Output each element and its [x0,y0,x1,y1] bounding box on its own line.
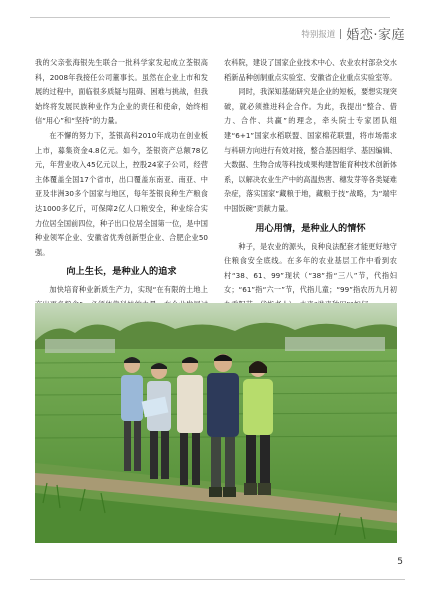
left-column [35,56,208,327]
paragraph: 加快培育种业新质生产力，实现“在有限的土地上 [49,285,208,295]
footer-rule [30,579,405,580]
paragraph: 在不懈的努力下，荃银高科2010年成功在创业板上市，募集资金4.8亿元。如今，荃银资产总额78亿元，年营业收入45亿元以上，控股24家子公司，经营主体覆盖全国17个省市，出口覆盖东南亚、南亚、中亚及非洲30多个国家与地区，每年荃银良种生产粮食达1000多亿斤，可保障2亿人口粮安全，种业综合实力位居全国前四位，种子出口位居全国第一位，是中国种业领军企业、安徽省优秀创新型企业、合肥企业50强。 [35,130,208,257]
page-number: 5 [397,557,403,567]
field-illustration [35,303,397,543]
page-header [301,24,405,43]
section-label: 特别报道 [301,29,336,40]
paragraph: 同时，我深知基础研究是企业的短板，要想实现突破，就必须推进科企合作。为此，我提出“整合、借力、合作、共赢”的理念，牵头院士专家团队组建“6+1”国家水稻联盟、国家棉花联盟，将市场需求与科研方向进行有效对接，整合基因组学、基因编辑、大数据、生物合成等科技成果构建智能育种技术创新体系，以解决农业生产中的高温热害、穗发芽等各类疑难杂症，落实国家“藏粮于地，藏粮于技”战略，为“端牢中国饭碗”贡献力量。 [224,87,397,213]
subheading: 向上生长，是种业人的追求 [66,266,177,278]
paragraph: 种子，是农业的源头，良种良法配套才能更好地守住粮食安全底线。在多年的农业基层工作中看到农村“38、61、99”现状（“38”指“三八”节，代指妇女；“61”指“六一”节，代指儿童；“99”指农历九月初 [224,241,397,295]
right-column [224,56,397,313]
field-photo [35,303,397,543]
paragraph: 农科院，建设了国家企业技术中心、农业农村部杂交水稻新品种创制重点实验室、安徽省企业重点实验室等。 [224,58,397,82]
subheading: 用心用情，是种业人的情怀 [255,222,366,234]
magazine-title: 婚恋·家庭 [346,28,405,43]
paragraph: 我的父亲张海银先生联合一批科学家发起成立荃银高科，2008年我接任公司董事长。虽然在企业上市和发展的过程中，面临很多质疑与阻碍、困难与挑战，但我始终将发展民族种业作为企业的责任和使命，始终相信“用心”和“坚持”的力量。 [35,58,208,126]
header-rule [30,17,390,18]
header-divider [340,29,341,39]
